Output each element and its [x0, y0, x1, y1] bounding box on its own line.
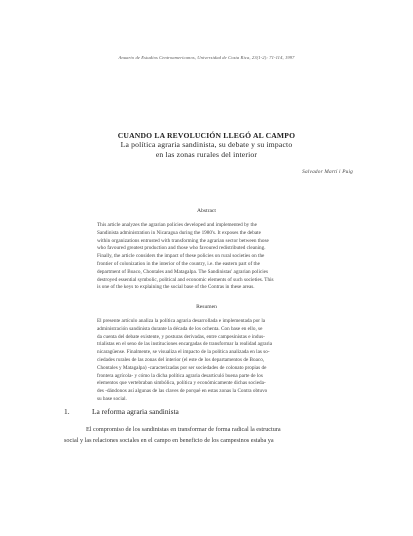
resumen-line: frontera agrícola- y cómo la dicha política agraria desarticuló buena parte de los — [97, 372, 263, 379]
abstract-line: department of Boaco, Chontales and Matagalpa. The Sandinistas' agrarian policies — [97, 268, 268, 275]
title-line-main: CUANDO LA REVOLUCIÓN LLEGÓ AL CAMPO — [117, 131, 296, 140]
body-line: El compromiso de los sandinistas en transformar de forma radical la estructura — [86, 426, 281, 433]
title-line-subtitle-2: en las zonas rurales del interior — [155, 149, 258, 159]
resumen-line: su base social. — [97, 395, 127, 402]
section-title: La reforma agraria sandinista — [92, 407, 179, 416]
abstract-line: frontier of colonization in the interior of the country, i.e. the eastern part of the — [97, 260, 260, 267]
section-number: 1. — [64, 407, 70, 416]
resumen-line: nicaragüense. Finalmente, se visualiza el impacto de la política analizada en las so- — [97, 349, 270, 356]
resumen-text — [97, 318, 328, 404]
resumen-line: des -dándonos así algunas de las claves de porqué en estas zonas la Contra obtuvo — [97, 388, 268, 395]
abstract-line: who favoured greatest production and those who favoured redistributed cleaning. — [97, 245, 266, 252]
author-name: Salvador Martí i Puig — [302, 169, 353, 175]
article-title — [60, 131, 353, 159]
resumen-line: trialistas en el seno de las instituciones encargadas de transformar la realidad agraria — [97, 341, 273, 348]
section-heading — [64, 407, 179, 416]
resumen-line: da cuenta del debate existente, y posturas derivadas, entre campesinistas e indus- — [97, 333, 265, 340]
body-text — [64, 424, 355, 446]
resumen-line: ciedades rurales de las zonas del interior (el este de los departamentos de Boaco, — [97, 356, 265, 363]
body-line: social y las relaciones sociales en el campo en beneficio de los campesinos estaba ya — [64, 437, 274, 445]
abstract-heading: Abstract — [197, 208, 216, 214]
resumen-heading: Resumen — [196, 304, 217, 310]
abstract-line: is one of the keys to explaining the social base of the Contras in these areas. — [97, 284, 255, 291]
running-header: Anuario de Estudios Centroamericanos, Universidad de Costa Rica, 23(1-2): 71-114, 1997 — [118, 55, 295, 60]
abstract-line: This article analyzes the agrarian policies developed and implemented by the — [97, 222, 257, 228]
resumen-line: El presente artículo analiza la política agraria desarrollada e implementada por la — [97, 318, 266, 324]
title-line-subtitle-1: La política agraria sandinista, su debate y su impacto — [120, 140, 293, 150]
resumen-line: elementos que vertebraban simbólica, política y económicamente dichas socieda- — [97, 380, 266, 387]
abstract-line: Sandinista administration in Nicaragua during the 1980's. It exposes the debate — [97, 229, 261, 236]
resumen-line: administración sandinista durante la década de los ochenta. Con base en ello, se — [97, 325, 263, 332]
abstract-line: within organizations entrusted with transforming the agrarian sector between those — [97, 237, 269, 244]
abstract-line: Finally, the article considers the impact of these policies on rural societies on the — [97, 253, 265, 260]
resumen-line: Chontales y Matagalpa) -caracterizadas por ser sociedades de colonato propias de — [97, 364, 267, 371]
abstract-line: destroyed essential symbolic, political and economic elements of such societies. This — [97, 276, 274, 283]
abstract-text — [97, 222, 328, 292]
